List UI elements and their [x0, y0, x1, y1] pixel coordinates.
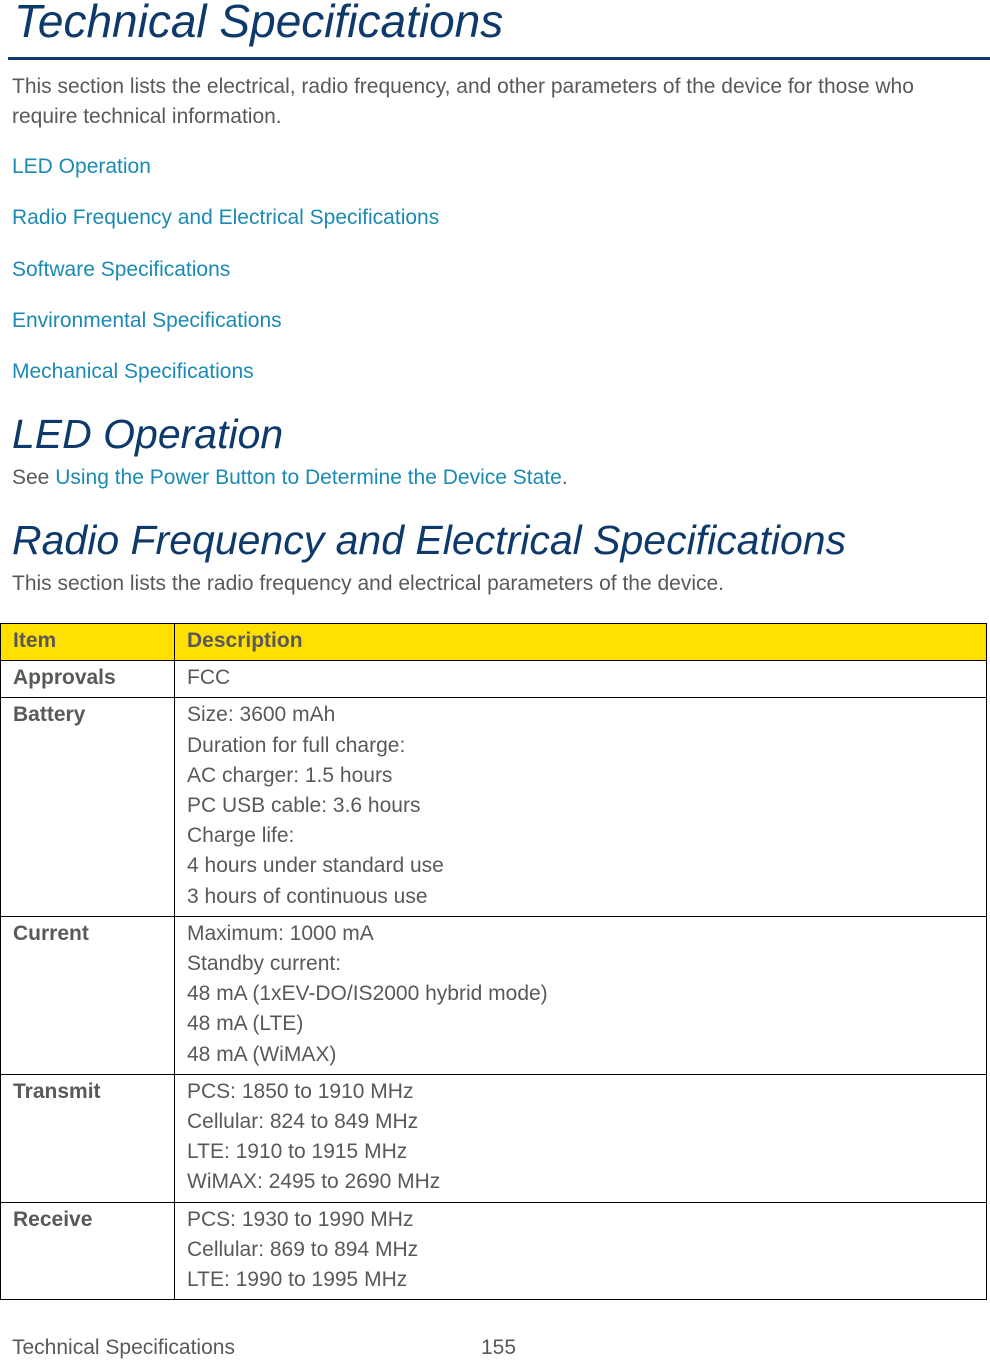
row-description — [175, 916, 987, 1074]
description-line: LTE: 1910 to 1915 MHz — [187, 1140, 408, 1164]
row-item-label: Battery — [1, 698, 175, 916]
table-header-row — [1, 624, 987, 661]
title-rule — [8, 57, 990, 60]
intro-paragraph: This section lists the electrical, radio frequency, and other parameters of the device for those who require technical information. — [12, 75, 914, 128]
toc-link-software[interactable]: Software Specifications — [12, 257, 231, 281]
led-operation-heading: LED Operation — [12, 411, 284, 457]
table-body — [1, 661, 987, 1300]
header-item: Item — [1, 624, 175, 661]
toc-link-led-operation[interactable]: LED Operation — [12, 155, 151, 178]
description-line: Maximum: 1000 mA — [187, 921, 374, 945]
description-line: PCS: 1850 to 1910 MHz — [187, 1079, 414, 1103]
section-link-list — [12, 152, 439, 408]
description-line: 48 mA (WiMAX) — [187, 1042, 337, 1066]
description-line: AC charger: 1.5 hours — [187, 763, 393, 787]
see-suffix: . — [561, 466, 568, 489]
row-description — [175, 661, 987, 698]
table-row — [1, 916, 987, 1074]
rf-electrical-heading: Radio Frequency and Electrical Specifications — [12, 517, 847, 563]
rf-intro-paragraph: This section lists the radio frequency and electrical parameters of the device. — [12, 572, 725, 595]
table-row — [1, 1074, 987, 1202]
row-description — [175, 698, 987, 916]
description-line: 48 mA (LTE) — [187, 1012, 304, 1036]
toc-link-mechanical[interactable]: Mechanical Specifications — [12, 360, 254, 384]
description-line: Charge life: — [187, 824, 295, 848]
description-line: Size: 3600 mAh — [187, 703, 336, 727]
led-see-line — [12, 463, 568, 493]
row-description — [175, 1074, 987, 1202]
description-line: 3 hours of continuous use — [187, 884, 428, 908]
description-line: 4 hours under standard use — [187, 854, 444, 878]
footer-page-number: 155 — [481, 1336, 517, 1359]
description-line: Cellular: 869 to 894 MHz — [187, 1237, 419, 1261]
description-line: FCC — [187, 666, 231, 690]
footer-title: Technical Specifications — [12, 1336, 235, 1359]
row-item-label: Approvals — [1, 661, 175, 698]
description-line: WiMAX: 2495 to 2690 MHz — [187, 1170, 441, 1194]
description-line: 48 mA (1xEV-DO/IS2000 hybrid mode) — [187, 982, 548, 1006]
see-prefix: See — [12, 466, 56, 489]
description-line: Standby current: — [187, 952, 342, 976]
description-line: Duration for full charge: — [187, 733, 406, 757]
rf-specs-table — [0, 623, 987, 1300]
row-item-label: Receive — [1, 1202, 175, 1300]
row-item-label: Current — [1, 916, 175, 1074]
description-line: PC USB cable: 3.6 hours — [187, 794, 421, 818]
description-line: PCS: 1930 to 1990 MHz — [187, 1207, 414, 1231]
power-button-link[interactable]: Using the Power Button to Determine the Device State — [55, 466, 562, 489]
toc-link-environmental[interactable]: Environmental Specifications — [12, 308, 282, 332]
row-item-label: Transmit — [1, 1074, 175, 1202]
table-row — [1, 698, 987, 916]
description-line: LTE: 1990 to 1995 MHz — [187, 1268, 408, 1292]
description-line: Cellular: 824 to 849 MHz — [187, 1110, 419, 1134]
table-row — [1, 661, 987, 698]
page-title: Technical Specifications — [14, 0, 504, 47]
table-row — [1, 1202, 987, 1300]
row-description — [175, 1202, 987, 1300]
toc-link-rf-electrical[interactable]: Radio Frequency and Electrical Specifications — [12, 206, 440, 230]
header-description: Description — [175, 624, 987, 661]
